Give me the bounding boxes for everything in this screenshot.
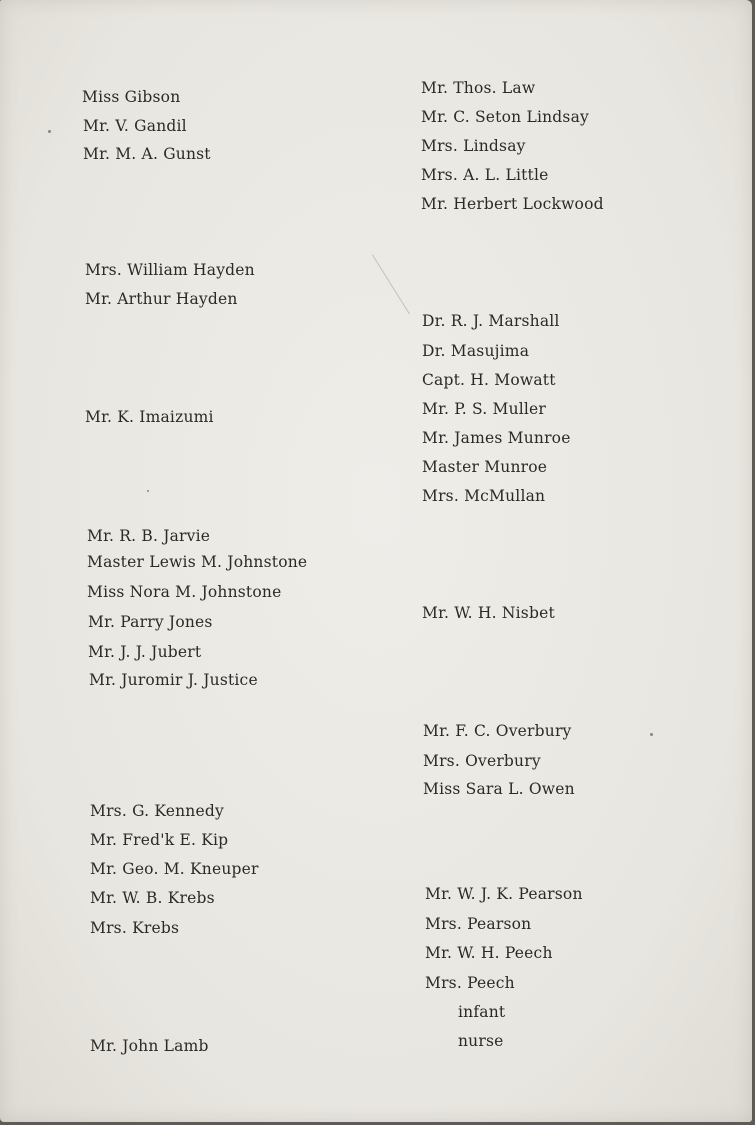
passenger-name: Mr. James Munroe xyxy=(422,429,571,447)
passenger-name: nurse xyxy=(458,1032,504,1050)
passenger-name: Mr. W. H. Peech xyxy=(425,944,553,962)
passenger-name: Miss Sara L. Owen xyxy=(423,780,575,798)
passenger-name: Mr. R. B. Jarvie xyxy=(87,527,211,545)
paper-crease xyxy=(372,254,410,314)
passenger-name: Mr. C. Seton Lindsay xyxy=(421,108,589,126)
paper-speck xyxy=(650,733,653,736)
passenger-name: Mrs. Lindsay xyxy=(421,137,526,155)
passenger-name: Mr. Fred'k E. Kip xyxy=(90,831,229,849)
passenger-name: Mr. J. J. Jubert xyxy=(88,643,202,661)
passenger-name: Mrs. William Hayden xyxy=(85,261,255,279)
paper-speck xyxy=(147,490,149,492)
passenger-name: Mr. Parry Jones xyxy=(88,613,213,631)
passenger-name: Master Munroe xyxy=(422,458,548,476)
passenger-name: Mr. Arthur Hayden xyxy=(85,290,238,308)
passenger-name: Mr. W. B. Krebs xyxy=(90,889,215,907)
passenger-name: Mr. K. Imaizumi xyxy=(85,408,214,426)
passenger-name: Dr. Masujima xyxy=(422,342,530,360)
passenger-name: Mr. W. J. K. Pearson xyxy=(425,885,583,903)
passenger-name: Mrs. A. L. Little xyxy=(421,166,549,184)
passenger-name: Mr. V. Gandil xyxy=(83,117,187,135)
paper-speck xyxy=(48,130,51,133)
passenger-name: Mrs. Overbury xyxy=(423,752,541,770)
passenger-name: Master Lewis M. Johnstone xyxy=(87,553,308,571)
passenger-name: Mr. P. S. Muller xyxy=(422,400,547,418)
passenger-name: Miss Gibson xyxy=(82,88,181,106)
passenger-name: Mr. Thos. Law xyxy=(421,79,536,97)
passenger-name: Mrs. Peech xyxy=(425,974,515,992)
passenger-name: Mr. John Lamb xyxy=(90,1037,209,1055)
passenger-name: Mr. F. C. Overbury xyxy=(423,722,572,740)
passenger-name: Capt. H. Mowatt xyxy=(422,371,556,389)
passenger-name: infant xyxy=(458,1003,506,1021)
passenger-name: Mr. Herbert Lockwood xyxy=(421,195,604,213)
passenger-name: Mrs. G. Kennedy xyxy=(90,802,224,820)
passenger-name: Mrs. Krebs xyxy=(90,919,180,937)
passenger-name: Mr. W. H. Nisbet xyxy=(422,604,555,622)
passenger-name: Mrs. Pearson xyxy=(425,915,532,933)
passenger-name: Mr. Juromir J. Justice xyxy=(89,671,258,689)
passenger-name: Dr. R. J. Marshall xyxy=(422,312,560,330)
passenger-name: Mr. M. A. Gunst xyxy=(83,145,211,163)
passenger-name: Mr. Geo. M. Kneuper xyxy=(90,860,259,878)
passenger-name: Mrs. McMullan xyxy=(422,487,546,505)
passenger-name: Miss Nora M. Johnstone xyxy=(87,583,282,601)
